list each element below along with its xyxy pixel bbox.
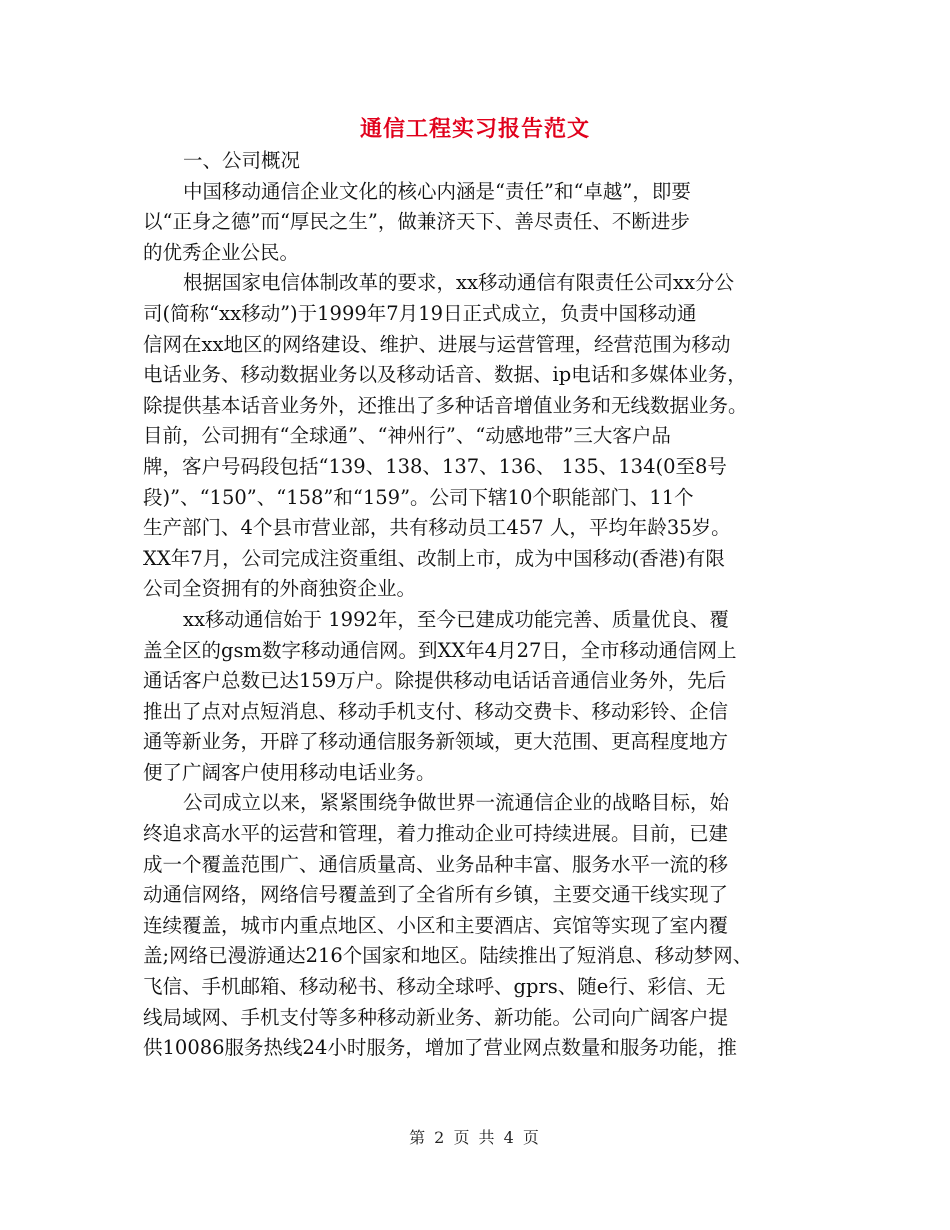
text-line: 一、公司概况 [183, 149, 301, 172]
text-line: 中国移动通信企业文化的核心内涵是“责任”和“卓越”，即要 [183, 179, 691, 203]
text-line: 盖;网络已漫游通达216个国家和地区。陆续推出了短消息、移动梦网、 [143, 944, 753, 968]
text-line: 供10086服务热线24小时服务，增加了营业网点数量和服务功能，推 [143, 1036, 737, 1060]
text-line: XX年7月，公司完成注资重组、改制上市，成为中国移动(香港)有限 [143, 546, 725, 570]
text-line: 的优秀企业公民。 [143, 240, 300, 264]
text-line: 公司全资拥有的外商独资企业。 [143, 577, 417, 601]
text-line: 以“正身之德”而“厚民之生”，做兼济天下、善尽责任、不断进步 [143, 210, 690, 234]
text-line: 飞信、手机邮箱、移动秘书、移动全球呼、gprs、随e行、彩信、无 [143, 975, 726, 999]
document-title: 通信工程实习报告范文 [359, 116, 590, 142]
text-line: 便了广阔客户使用移动电话业务。 [143, 760, 436, 784]
text-line: 成一个覆盖范围广、通信质量高、业务品种丰富、服务水平一流的移 [143, 852, 729, 876]
text-line: 推出了点对点短消息、移动手机支付、移动交费卡、移动彩铃、企信 [143, 699, 729, 723]
document-body [143, 146, 805, 1064]
text-line: 动通信网络，网络信号覆盖到了全省所有乡镇，主要交通干线实现了 [143, 883, 729, 907]
text-line: xx移动通信始于 1992年，至今已建成功能完善、质量优良、覆 [183, 607, 729, 631]
text-line: 除提供基本话音业务外，还推出了多种话音增值业务和无线数据业务。 [143, 393, 748, 417]
text-line: 目前，公司拥有“全球通”、“神州行”、“动感地带”三大客户品 [143, 424, 671, 448]
text-line: 司(简称“xx移动”)于1999年7月19日正式成立，负责中国移动通 [143, 301, 697, 325]
text-line: 通话客户总数已达159万户。除提供移动电话话音通信业务外，先后 [143, 669, 727, 693]
text-line: 根据国家电信体制改革的要求，xx移动通信有限责任公司xx分公 [183, 271, 734, 295]
text-line: 公司成立以来，紧紧围绕争做世界一流通信企业的战略目标，始 [183, 791, 730, 815]
text-line: 段)”、“150”、“158”和“159”。公司下辖10个职能部门、11个 [143, 485, 694, 509]
text-line: 生产部门、4个县市营业部，共有移动员工457 人，平均年龄35岁。 [143, 516, 731, 540]
text-line: 盖全区的gsm数字移动通信网。到XX年4月27日，全市移动通信网上 [143, 638, 737, 662]
text-line: 连续覆盖，城市内重点地区、小区和主要酒店、宾馆等实现了室内覆 [143, 913, 729, 937]
text-line: 电话业务、移动数据业务以及移动话音、数据、ip电话和多媒体业务， [143, 363, 747, 387]
text-line: 通等新业务，开辟了移动通信服务新领域，更大范围、更高程度地方 [143, 730, 729, 754]
text-line: 牌，客户号码段包括“139、138、137、136、 135、134(0至8号 [143, 454, 727, 478]
text-line: 信网在xx地区的网络建设、维护、进展与运营管理，经营范围为移动 [143, 332, 731, 356]
text-line: 终追求高水平的运营和管理，着力推动企业可持续进展。目前，已建 [143, 822, 729, 846]
text-line: 线局域网、手机支付等多种移动新业务、新功能。公司向广阔客户提 [143, 1005, 729, 1029]
page-footer: 第 2 页 共 4 页 [409, 1128, 541, 1147]
